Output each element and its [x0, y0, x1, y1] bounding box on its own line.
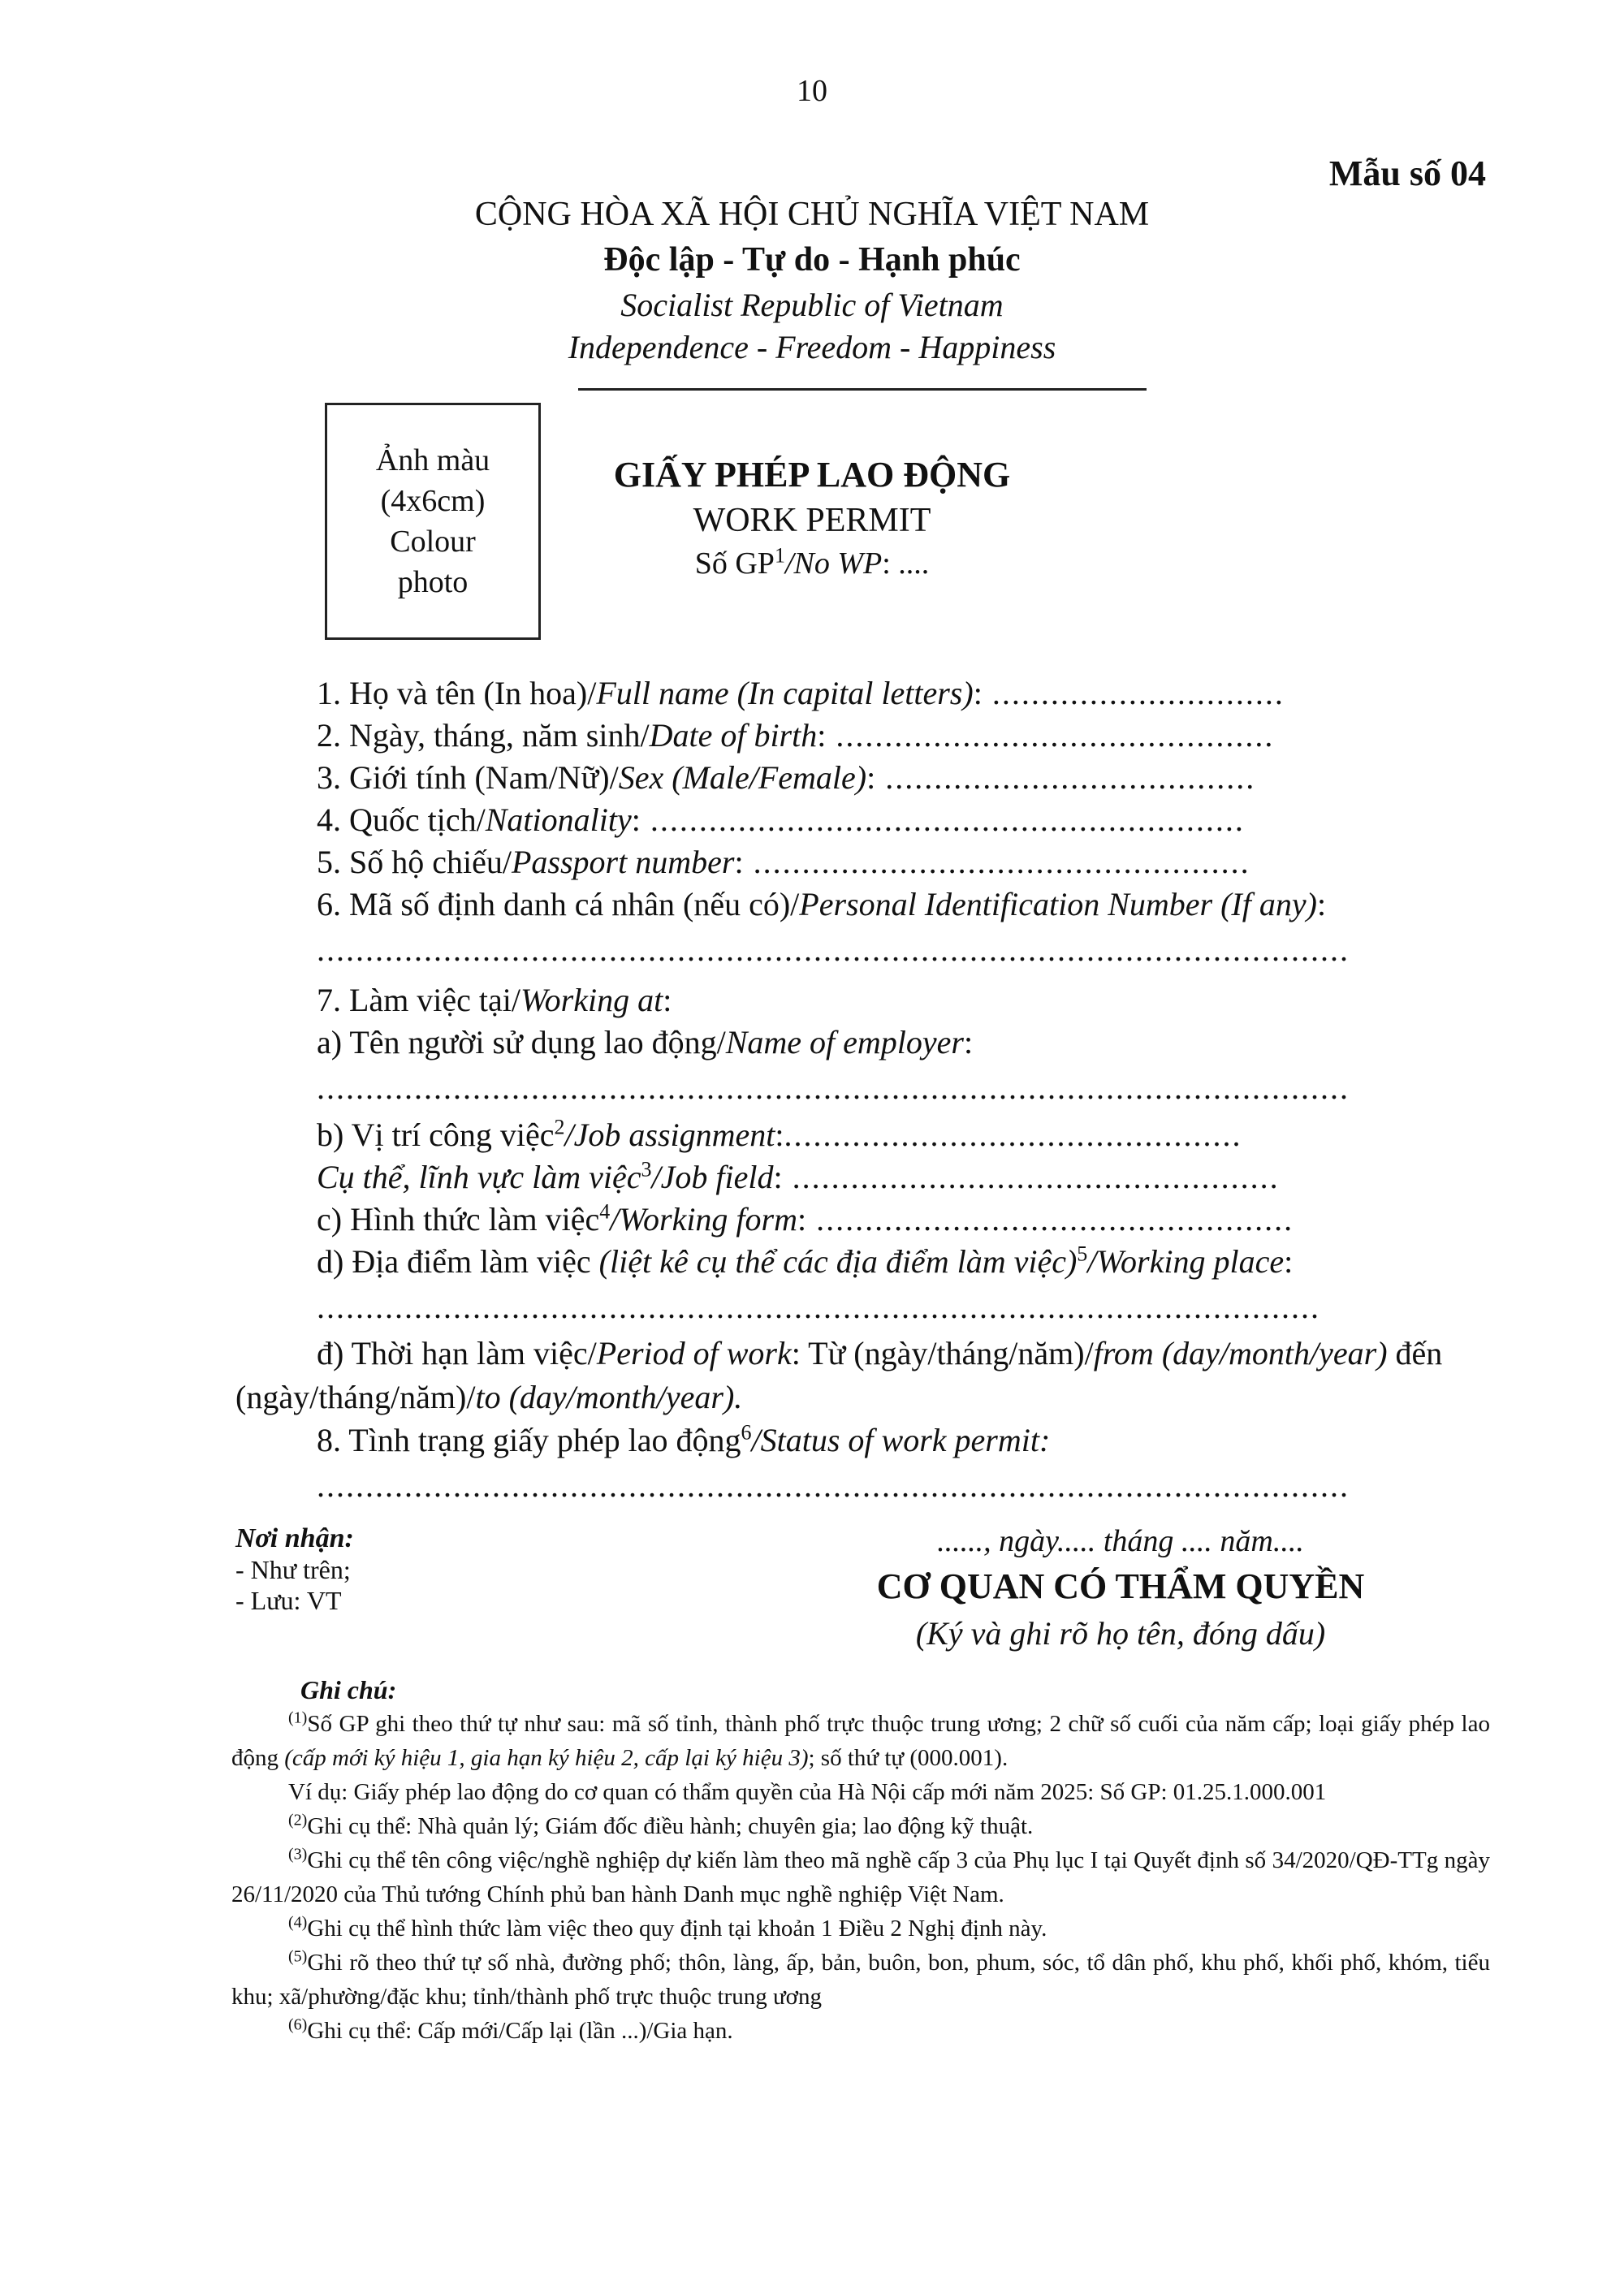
- field-5-label: 5. Số hộ chiếu/: [317, 844, 512, 880]
- note-1: [231, 1707, 1490, 1775]
- field-7b2-label-en: /Job field: [651, 1159, 774, 1195]
- field-7b2-blank[interactable]: ..................................................: [782, 1159, 1280, 1195]
- footnote-ref-3: 3: [641, 1157, 652, 1181]
- field-4-label-en: Nationality: [485, 801, 632, 838]
- field-working-at: 7. Làm việc tại/Working at:: [317, 982, 672, 1018]
- permit-number-label: Số GP: [694, 546, 775, 581]
- signature-instruction: (Ký và ghi rõ họ tên, đóng dấu): [915, 1615, 1326, 1652]
- field-1-label: 1. Họ và tên (In hoa)/: [317, 675, 597, 711]
- field-7d-label-it: (liệt kê cụ thể các địa điểm làm việc): [598, 1243, 1078, 1280]
- footnote-ref-4: 4: [599, 1199, 611, 1224]
- field-passport-number: 5. Số hộ chiếu/Passport number: ...................................................: [317, 844, 1250, 880]
- permit-number-dots: : ....: [882, 546, 930, 581]
- note-6-marker: (6): [288, 2015, 308, 2034]
- field-employer-name: a) Tên người sử dụng lao động/Name of employer:: [317, 1024, 974, 1060]
- recipients-title: Nơi nhận:: [235, 1523, 354, 1553]
- field-7dd-to-vi: đến (ngày/tháng/năm)/: [235, 1335, 1443, 1415]
- field-7d-label: d) Địa điểm làm việc: [317, 1243, 599, 1280]
- field-3-label: 3. Giới tính (Nam/Nữ)/: [317, 759, 619, 796]
- title-vi: GIẤY PHÉP LAO ĐỘNG: [613, 455, 1011, 495]
- field-7a-label: a) Tên người sử dụng lao động/: [317, 1024, 726, 1060]
- field-6-label: 6. Mã số định danh cá nhân (nếu có)/: [317, 886, 800, 922]
- photo-label-4: photo: [397, 565, 469, 599]
- field-5-label-en: Passport number: [511, 844, 735, 880]
- field-2-label: 2. Ngày, tháng, năm sinh/: [317, 717, 650, 754]
- field-full-name: 1. Họ và tên (In hoa)/Full name (In capital letters): ..............................: [317, 675, 1285, 711]
- field-working-form: c) Hình thức làm việc$^4$/Working form: .................................................: [317, 1199, 1294, 1238]
- field-7dd-to-en: to (day/month/year).: [475, 1379, 743, 1415]
- form-code: Mẫu số 04: [1328, 153, 1486, 193]
- field-7dd-from-vi: : Từ (ngày/tháng/năm)/: [791, 1335, 1094, 1371]
- permit-number: [568, 542, 1056, 585]
- field-6-blank[interactable]: ..........................................................................................................: [317, 931, 1350, 968]
- note-1-text: Số GP ghi theo thứ tự như sau: mã số tỉnh, thành phố trực thuộc trung ương; 2 chữ số cuối của năm cấp; loại giấy phép lao động: [231, 1711, 1490, 1771]
- issuing-authority: CƠ QUAN CÓ THẨM QUYỀN: [876, 1566, 1365, 1606]
- field-3-blank[interactable]: ......................................: [875, 759, 1256, 796]
- recipients-block: [235, 1523, 354, 1616]
- field-6-label-en: Personal Identification Number (If any): [799, 886, 1317, 922]
- field-8-blank[interactable]: ..........................................................................................................: [317, 1467, 1350, 1504]
- field-7c-blank[interactable]: .................................................: [806, 1201, 1294, 1238]
- document-title: [568, 451, 1056, 585]
- signature-date[interactable]: ......, ngày..... tháng .... năm....: [937, 1524, 1304, 1558]
- header-divider: [578, 388, 1147, 391]
- field-2-label-en: Date of birth: [649, 717, 818, 754]
- national-motto: Độc lập - Tự do - Hạnh phúc: [603, 241, 1021, 279]
- national-title-en: Socialist Republic of Vietnam: [620, 287, 1004, 323]
- field-7-label: 7. Làm việc tại/: [317, 982, 521, 1018]
- field-period-of-work: [235, 1332, 1486, 1419]
- national-motto-en: Independence - Freedom - Happiness: [568, 329, 1056, 365]
- field-date-of-birth: 2. Ngày, tháng, năm sinh/Date of birth: .............................................: [317, 717, 1275, 754]
- note-6: [231, 2014, 1490, 2048]
- note-4-text: Ghi cụ thể hình thức làm việc theo quy định tại khoản 1 Điều 2 Nghị định này.: [307, 1916, 1047, 1942]
- field-job-assignment: b) Vị trí công việc$^2$/Job assignment:...............................................: [317, 1115, 1242, 1153]
- field-2-blank[interactable]: .............................................: [826, 717, 1275, 754]
- field-7c-label-en: /Working form: [610, 1201, 797, 1238]
- note-1-tail: ; số thứ tự (000.001).: [808, 1745, 1009, 1771]
- note-2-marker: (2): [288, 1811, 308, 1829]
- photo-label-1: Ảnh màu: [375, 443, 490, 477]
- note-4-marker: (4): [288, 1913, 308, 1932]
- permit-number-label-en: /No WP: [784, 546, 883, 581]
- field-7b2-label: Cụ thể, lĩnh vực làm việc: [317, 1159, 641, 1195]
- notes-title: Ghi chú:: [300, 1675, 397, 1704]
- note-1-marker: (1): [288, 1708, 308, 1727]
- page-number: 10: [797, 74, 827, 108]
- field-7d-blank[interactable]: .......................................................................................................: [317, 1289, 1320, 1325]
- field-7dd-label: đ) Thời hạn làm việc/: [317, 1335, 597, 1371]
- field-permit-status: [317, 1419, 1486, 1462]
- recipient-item: - Như trên;: [235, 1555, 351, 1584]
- field-7dd-label-en: Period of work: [596, 1335, 792, 1371]
- field-1-blank[interactable]: ..............................: [982, 675, 1285, 711]
- note-2-text: Ghi cụ thể: Nhà quản lý; Giám đốc điều hành; chuyên gia; lao động kỹ thuật.: [307, 1813, 1034, 1839]
- note-2: [231, 1809, 1490, 1843]
- footnote-ref-5: 5: [1077, 1242, 1088, 1266]
- field-5-blank[interactable]: ...................................................: [743, 844, 1250, 880]
- field-nationality: 4. Quốc tịch/Nationality: .............................................................: [317, 801, 1245, 838]
- national-title: CỘNG HÒA XÃ HỘI CHỦ NGHĨA VIỆT NAM: [474, 196, 1150, 233]
- field-job-field: Cụ thể, lĩnh vực làm việc$^3$/Job field: ..................................................: [317, 1157, 1280, 1195]
- photo-placeholder: [325, 403, 541, 640]
- note-6-text: Ghi cụ thể: Cấp mới/Cấp lại (lần ...)/Gia hạn.: [307, 2018, 733, 2044]
- field-7a-blank[interactable]: ..........................................................................................................: [317, 1069, 1350, 1106]
- note-3-marker: (3): [288, 1845, 308, 1864]
- field-7b-label-en: /Job assignment: [564, 1117, 775, 1153]
- field-7a-label-en: Name of employer: [725, 1024, 964, 1060]
- note-5-marker: (5): [288, 1947, 308, 1966]
- field-sex: 3. Giới tính (Nam/Nữ)/Sex (Male/Female): ......................................: [317, 759, 1256, 796]
- notes-section: [231, 1673, 1490, 2048]
- field-8-label-en: /Status of work permit:: [751, 1422, 1051, 1458]
- note-3: [231, 1843, 1490, 1911]
- recipient-item: - Lưu: VT: [235, 1586, 342, 1615]
- title-en: WORK PERMIT: [693, 502, 931, 539]
- field-7c-label: c) Hình thức làm việc: [317, 1201, 600, 1238]
- field-1-label-en: Full name (In capital letters): [596, 675, 974, 711]
- photo-label-2: (4x6cm): [380, 484, 486, 518]
- note-5-text: Ghi rõ theo thứ tự số nhà, đường phố; thôn, làng, ấp, bản, buôn, bon, phum, sóc, tổ dân phố, khu phố, khối phố, khóm, tiểu khu; xã/phường/đặc khu; tỉnh/thành phố trực thuộc trung ương: [231, 1950, 1490, 2010]
- field-7b-label: b) Vị trí công việc: [317, 1117, 555, 1153]
- field-8-label: 8. Tình trạng giấy phép lao động: [317, 1422, 741, 1458]
- field-7dd-from-en: from (day/month/year): [1093, 1335, 1388, 1371]
- footnote-ref-2: 2: [554, 1115, 565, 1139]
- note-5: [231, 1946, 1490, 2014]
- field-7-label-en: Working at: [520, 982, 663, 1018]
- field-7b-blank[interactable]: ...............................................: [784, 1117, 1242, 1153]
- field-4-blank[interactable]: .............................................................: [640, 801, 1245, 838]
- note-1-codes: (cấp mới ký hiệu 1, gia hạn ký hiệu 2, cấp lại ký hiệu 3): [284, 1745, 809, 1771]
- note-4: [231, 1911, 1490, 1946]
- footnote-ref-6: 6: [741, 1420, 752, 1445]
- footnote-ref-1: 1: [774, 543, 785, 568]
- note-1-example: Ví dụ: Giấy phép lao động do cơ quan có thẩm quyền của Hà Nội cấp mới năm 2025: Số GP: 01.25.1.000.001: [288, 1779, 1327, 1805]
- field-personal-id: 6. Mã số định danh cá nhân (nếu có)/Personal Identification Number (If any):: [317, 886, 1327, 922]
- field-4-label: 4. Quốc tịch/: [317, 801, 486, 838]
- field-7d-label-en: /Working place: [1087, 1243, 1285, 1280]
- field-working-place: d) Địa điểm làm việc (liệt kê cụ thể các địa điểm làm việc)$^5$/Working place:: [317, 1242, 1294, 1280]
- note-3-text: Ghi cụ thể tên công việc/nghề nghiệp dự kiến làm theo mã nghề cấp 3 của Phụ lục I tại Quyết định số 34/2020/QĐ-TTg ngày 26/11/2020 của Thủ tướng Chính phủ ban hành Danh mục nghề nghiệp Việt Nam.: [231, 1847, 1490, 1907]
- field-3-label-en: Sex (Male/Female): [618, 759, 867, 796]
- photo-label-3: Colour: [390, 525, 476, 559]
